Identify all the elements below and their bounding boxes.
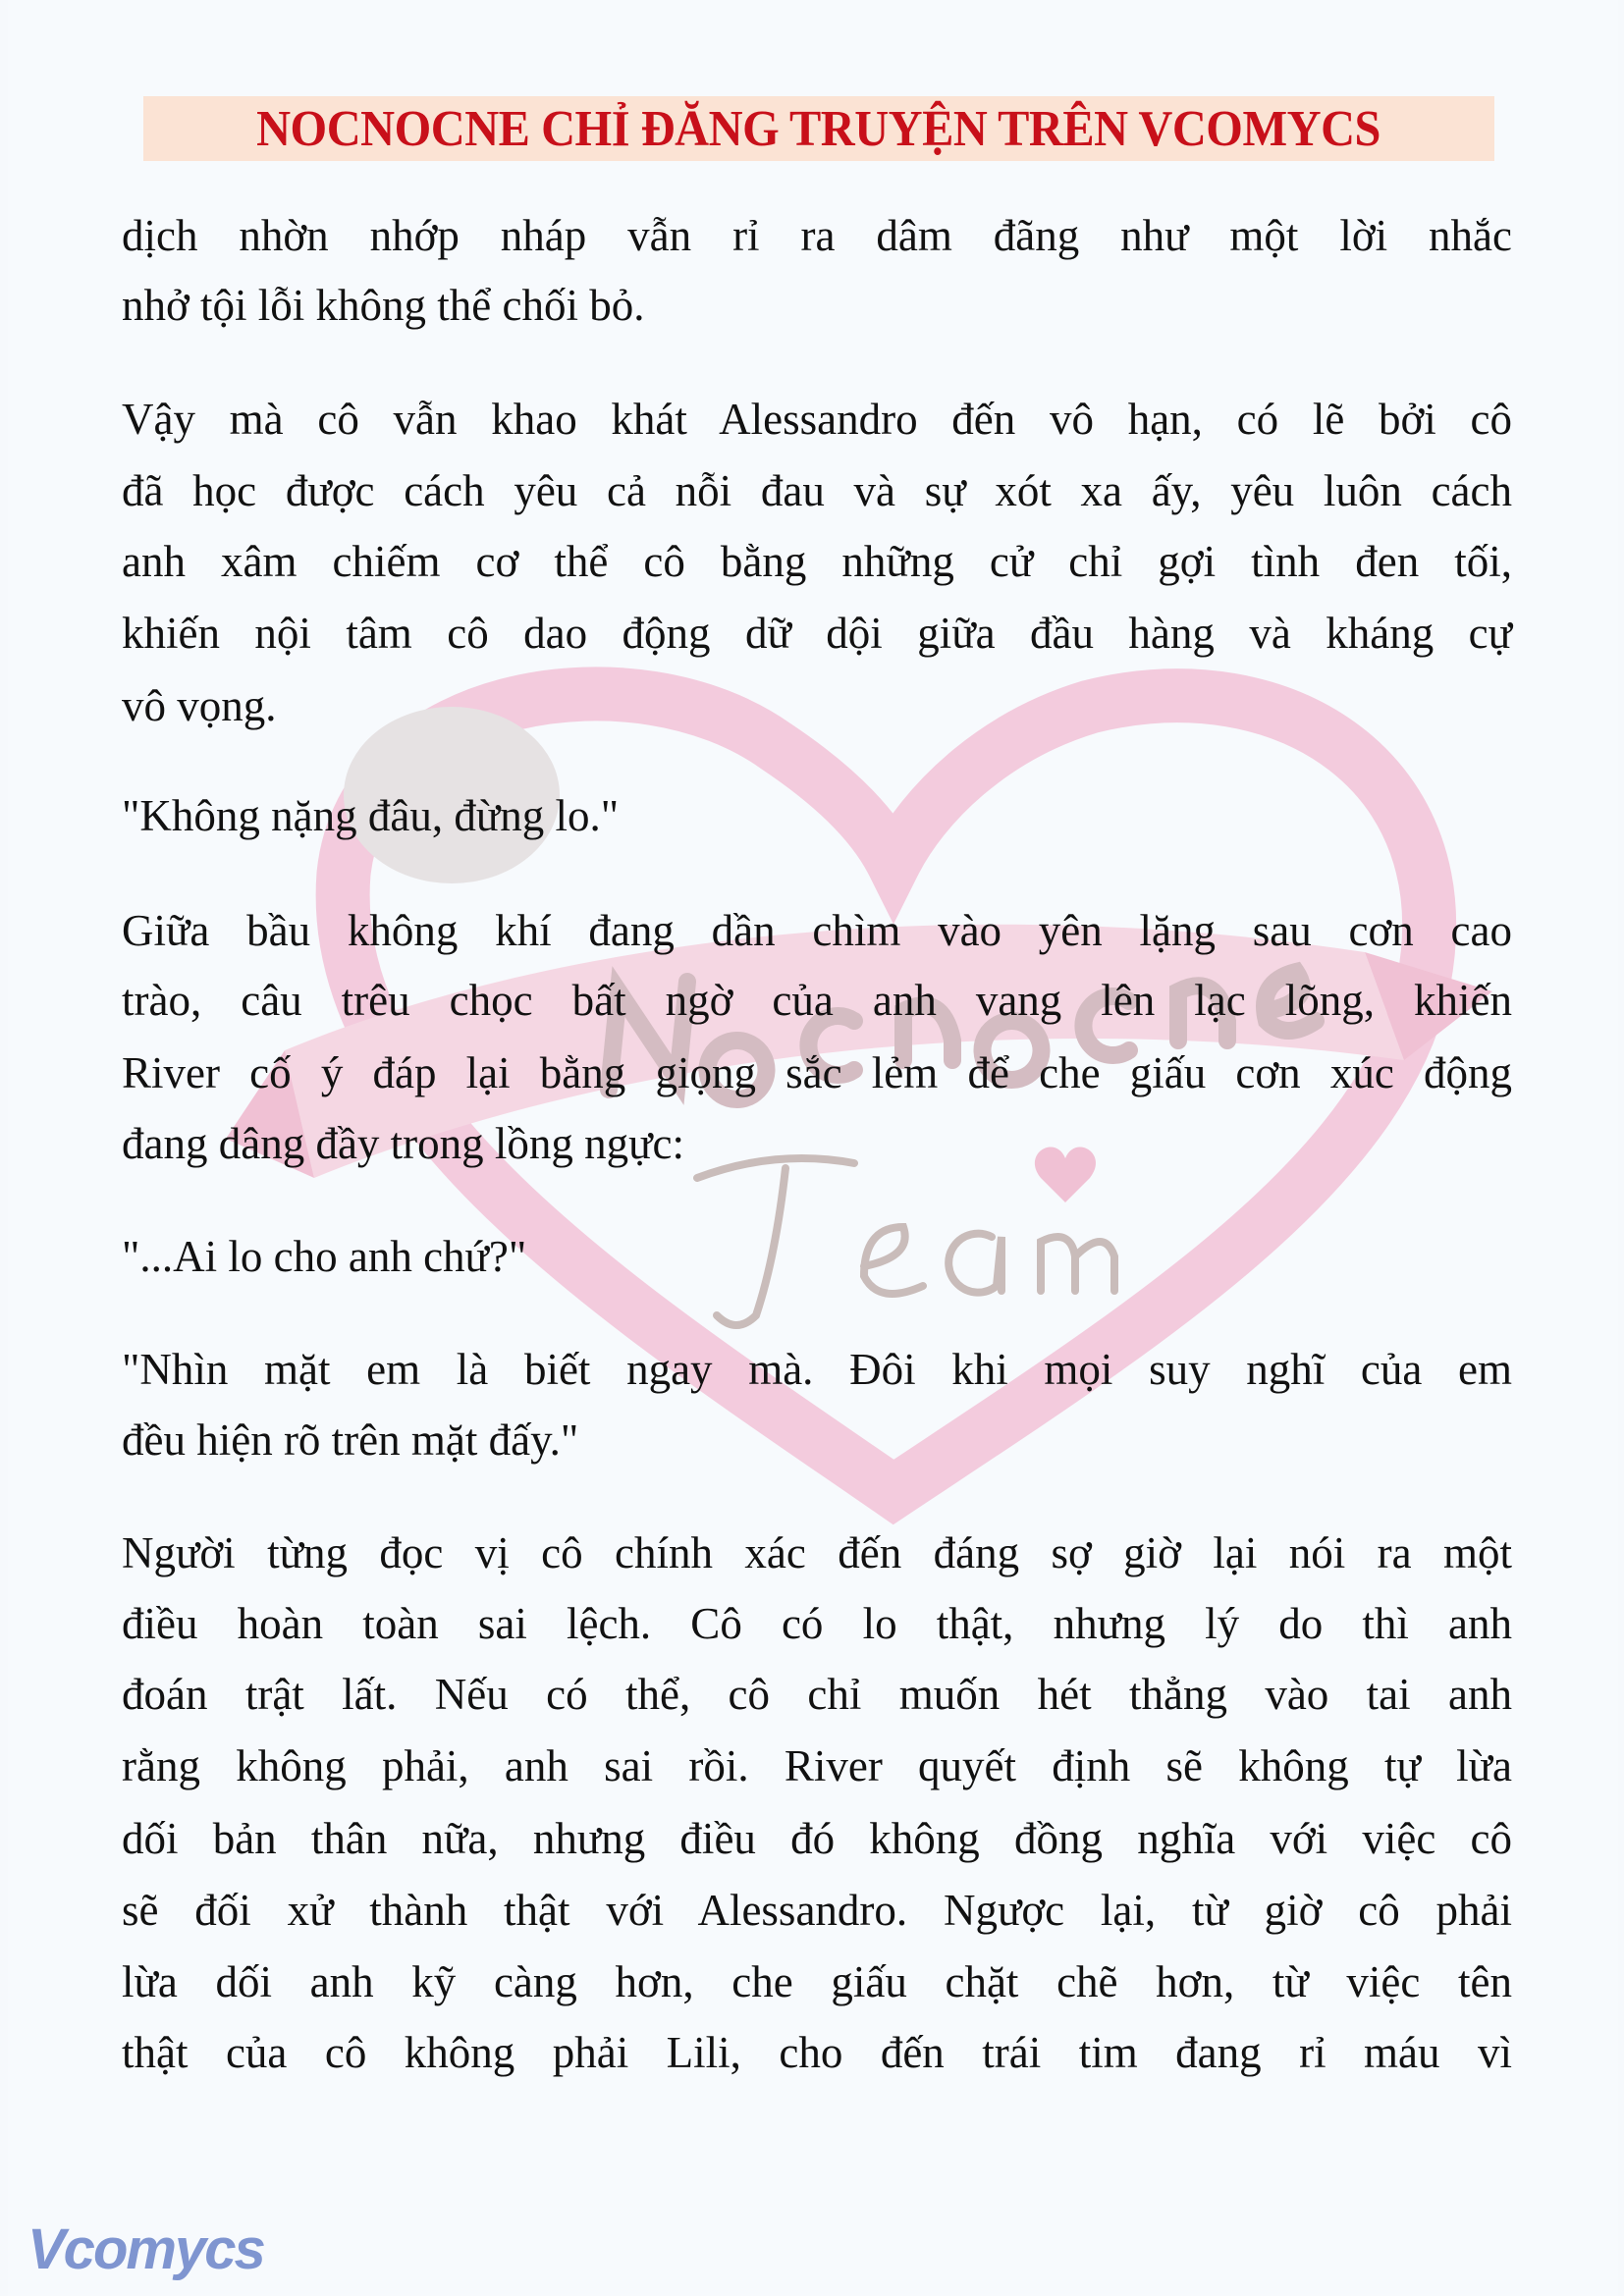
text-line: dịch nhờn nhớp nháp vẫn rỉ ra dâm đãng như một lời nhắc: [122, 211, 1512, 260]
vcomycs-logo: [27, 2216, 264, 2282]
text-line: lừa dối anh kỹ càng hơn, che giấu chặt chẽ hơn, từ việc tên: [122, 1957, 1512, 2006]
text-line: đã học được cách yêu cả nỗi đau và sự xót xa ấy, yêu luôn cách: [122, 466, 1512, 515]
banner-title: NOCNOCNE CHỈ ĐĂNG TRUYỆN TRÊN VCOMYCS: [256, 100, 1381, 157]
text-line: vô vọng.: [122, 681, 277, 730]
text-line: rằng không phải, anh sai rồi. River quyết định sẽ không tự lừa: [122, 1741, 1512, 1790]
text-line: Vậy mà cô vẫn khao khát Alessandro đến vô hạn, có lẽ bởi cô: [122, 395, 1512, 444]
text-line: sẽ đối xử thành thật với Alessandro. Ngược lại, từ giờ cô phải: [122, 1886, 1512, 1935]
text-line: trào, câu trêu chọc bất ngờ của anh vang lên lạc lõng, khiến: [122, 976, 1512, 1025]
text-line: anh xâm chiếm cơ thể cô bằng những cử chỉ gợi tình đen tối,: [122, 537, 1512, 586]
text-line: nhở tội lỗi không thể chối bỏ.: [122, 281, 645, 330]
text-line: "...Ai lo cho anh chứ?": [122, 1232, 527, 1281]
text-line: dối bản thân nữa, nhưng điều đó không đồng nghĩa với việc cô: [122, 1814, 1512, 1863]
text-line: "Nhìn mặt em là biết ngay mà. Đôi khi mọi suy nghĩ của em: [122, 1345, 1512, 1394]
text-line: đoán trật lất. Nếu có thể, cô chỉ muốn hét thẳng vào tai anh: [122, 1670, 1512, 1719]
text-line: "Không nặng đâu, đừng lo.": [122, 791, 620, 840]
text-line: Giữa bầu không khí đang dần chìm vào yên lặng sau cơn cao: [122, 906, 1512, 955]
text-line: đều hiện rõ trên mặt đấy.": [122, 1415, 579, 1465]
text-line: thật của cô không phải Lili, cho đến trái tim đang rỉ máu vì: [122, 2028, 1512, 2077]
text-line: điều hoàn toàn sai lệch. Cô có lo thật, nhưng lý do thì anh: [122, 1599, 1512, 1648]
text-line: đang dâng đầy trong lồng ngực:: [122, 1119, 685, 1168]
logo-text: Vcomycs: [27, 2217, 264, 2281]
text-line: River cố ý đáp lại bằng giọng sắc lẻm để che giấu cơn xúc động: [122, 1048, 1512, 1097]
header-banner: [143, 96, 1494, 161]
text-line: khiến nội tâm cô dao động dữ dội giữa đầu hàng và kháng cự: [122, 609, 1512, 658]
text-line: Người từng đọc vị cô chính xác đến đáng sợ giờ lại nói ra một: [122, 1528, 1512, 1577]
